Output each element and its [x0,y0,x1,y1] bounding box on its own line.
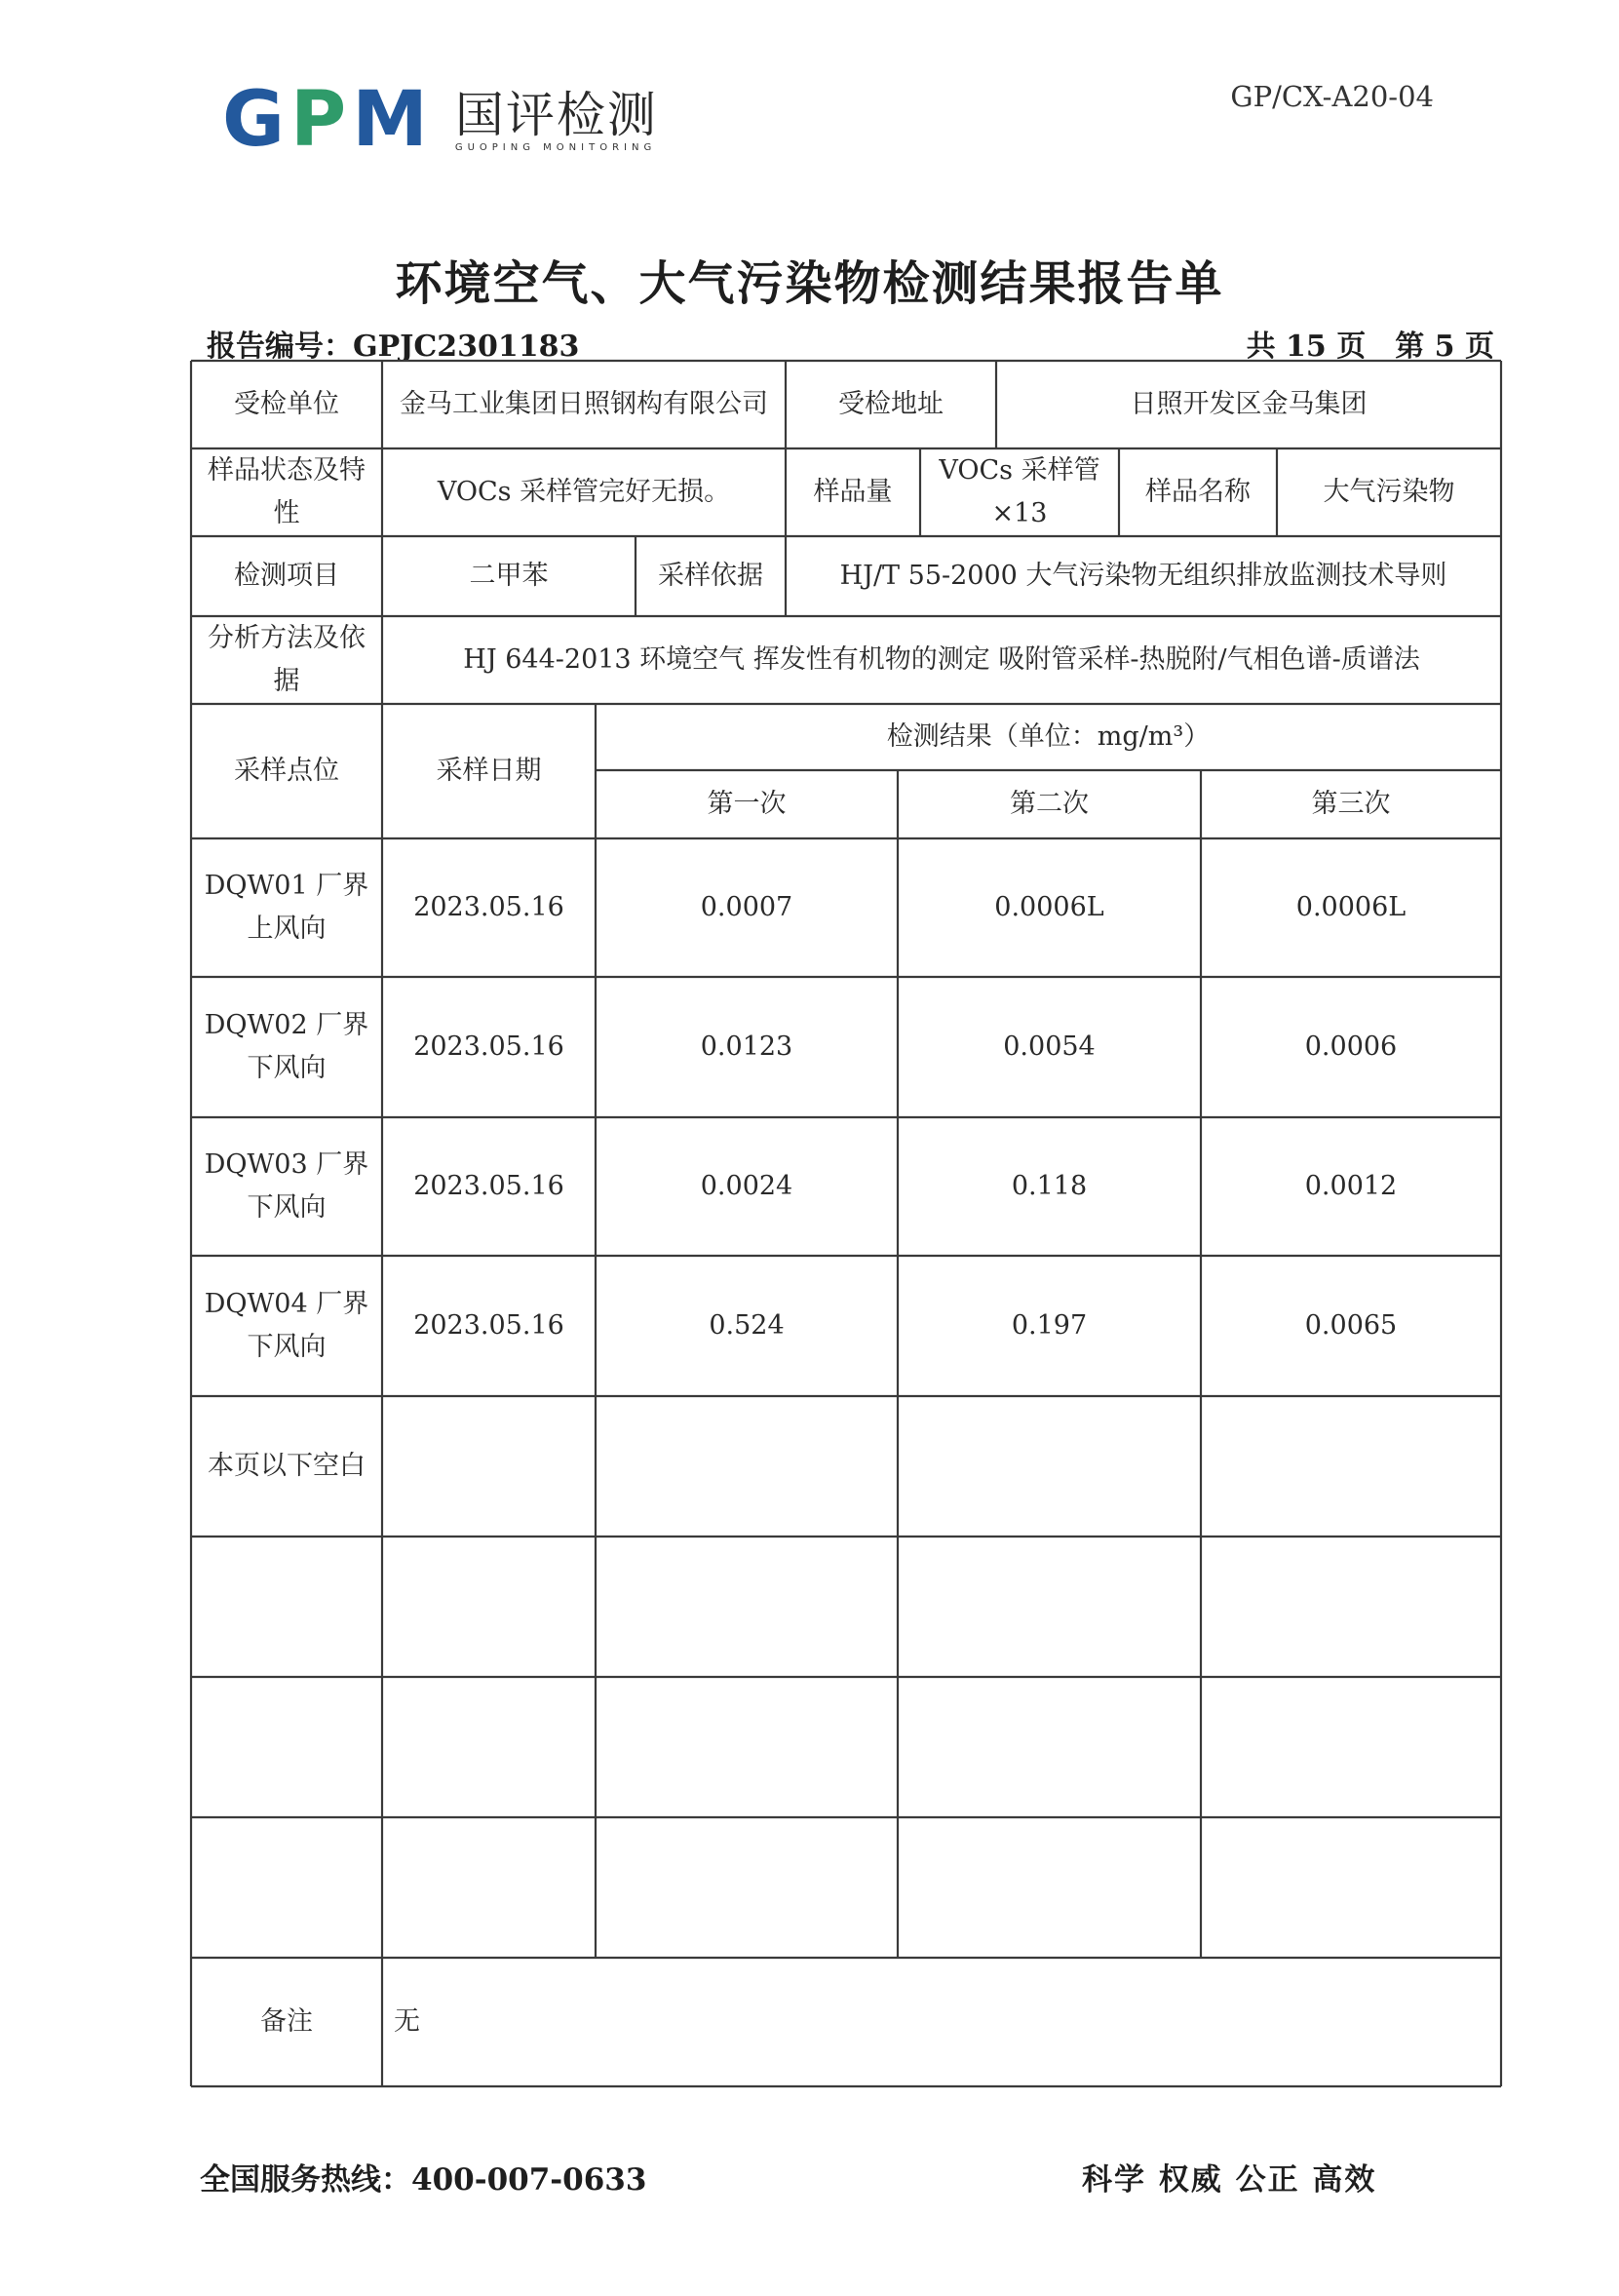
basis-value: HJ/T 55-2000 大气污染物无组织排放监测技术导则 [839,561,1447,591]
col-second-header: 第二次 [1010,789,1089,819]
unit-label: 受检单位 [234,389,339,419]
remark-value: 无 [394,2006,420,2037]
row4-point: DQW04 厂界下风向 [204,1289,369,1362]
row3-second: 0.118 [1011,1171,1088,1201]
company-slogan: 科学 权威 公正 高效 [1082,2162,1377,2198]
remark-label: 备注 [260,2006,313,2037]
row4-date: 2023.05.16 [413,1310,564,1341]
method-label: 分析方法及依据 [208,623,366,696]
row1-point: DQW01 厂界上风向 [204,871,369,944]
row1-third: 0.0006L [1295,892,1407,922]
row3-point: DQW03 厂界下风向 [204,1149,369,1223]
col-first-header: 第一次 [707,789,787,819]
item-value: 二甲苯 [469,561,549,591]
row2-second: 0.0054 [1003,1031,1096,1062]
item-label: 检测项目 [234,561,339,591]
blank-note: 本页以下空白 [208,1451,366,1481]
service-hotline: 全国服务热线：400-007-0633 [200,2162,647,2198]
method-value: HJ 644-2013 环境空气 挥发性有机物的测定 吸附管采样-热脱附/气相色谱-质谱法 [463,644,1420,675]
address-value: 日照开发区金马集团 [1130,389,1368,419]
page-count: 共 15 页 第 5 页 [1246,330,1494,364]
row3-date: 2023.05.16 [413,1171,564,1201]
row4-first: 0.524 [709,1310,785,1341]
report-number: 报告编号：GPJC2301183 [207,330,580,364]
sample-qty-label: 样品量 [813,477,893,507]
basis-label: 采样依据 [658,561,763,591]
logo-mark: GPM [222,76,434,164]
col-date-header: 采样日期 [436,756,542,786]
row3-first: 0.0024 [700,1171,793,1201]
row2-date: 2023.05.16 [413,1031,564,1062]
row4-second: 0.197 [1011,1310,1088,1341]
col-third-header: 第三次 [1311,789,1391,819]
row2-point: DQW02 厂界下风向 [204,1010,369,1083]
sample-qty-value: VOCs 采样管×13 [939,455,1100,528]
logo-sub: GUOPING MONITORING [454,142,657,153]
sample-state-label: 样品状态及特性 [208,455,366,528]
address-label: 受检地址 [838,389,944,419]
sample-name-label: 样品名称 [1145,477,1251,507]
row3-third: 0.0012 [1304,1171,1398,1201]
row1-first: 0.0007 [700,892,793,922]
row2-first: 0.0123 [700,1031,793,1062]
row2-third: 0.0006 [1304,1031,1398,1062]
logo-text-block [454,87,658,154]
col-result-header: 检测结果（单位：mg/m³） [886,721,1211,752]
page-title: 环境空气、大气污染物检测结果报告单 [395,256,1224,311]
col-point-header: 采样点位 [234,756,339,786]
company-logo [222,76,658,164]
row1-date: 2023.05.16 [413,892,564,922]
unit-value: 金马工业集团日照钢构有限公司 [400,389,768,419]
row4-third: 0.0065 [1304,1310,1398,1341]
sample-name-value: 大气污染物 [1323,477,1455,507]
sample-state-value: VOCs 采样管完好无损。 [437,477,731,507]
row1-second: 0.0006L [994,892,1104,922]
logo-cn: 国评检测 [454,87,658,143]
document-code: GP/CX-A20-04 [1230,80,1434,113]
